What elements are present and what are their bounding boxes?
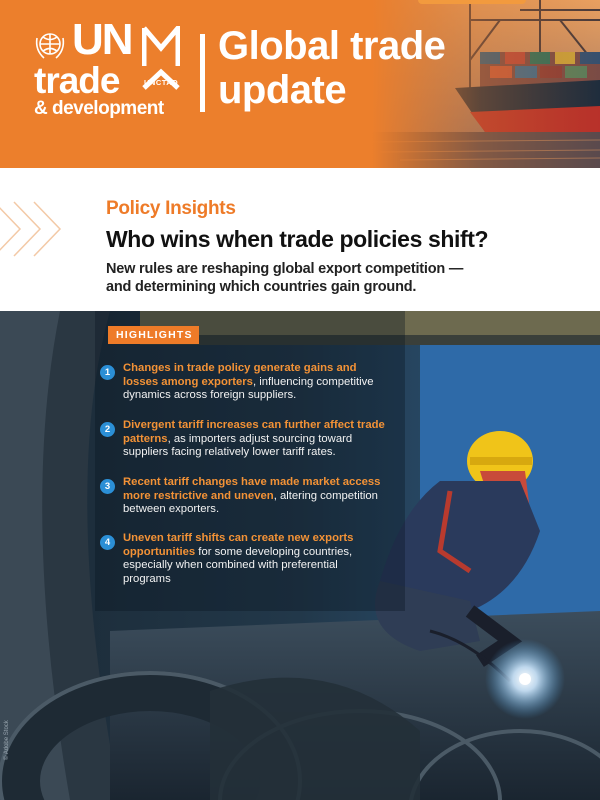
highlight-text [123,419,388,460]
number-badge: 2 [100,422,115,437]
page-title [218,24,445,112]
title-line-1: Global trade [218,24,446,68]
subhead-line-1: New rules are reshaping global export competition — [106,261,464,277]
highlight-rest: , altering competition between exporters. [123,489,378,515]
logo-trade-text: trade [34,60,120,101]
highlight-text [123,362,388,403]
subheadline [106,260,586,296]
section-label: Policy Insights [106,198,236,219]
logo-development-text: & development [34,98,164,119]
highlight-text [123,476,388,517]
highlight-rest: , as importers adjust sourcing toward suppliers facing relatively lower tariff rates. [123,432,353,458]
highlight-rest: , influencing competitive dynamics across foreign suppliers. [123,375,374,401]
highlight-strong: Uneven tariff shifts can create new exports opportunities [123,532,354,558]
subhead-line-2: and determining which countries gain ground. [106,279,417,295]
un-emblem-icon [32,28,68,64]
unctad-logo [32,15,182,124]
highlight-strong: Changes in trade policy generate gains and losses among exporters [123,362,357,388]
logo-un-text: UN [72,15,132,64]
highlight-text [123,532,388,586]
highlight-rest: for some developing countries, especially when combined with preferential programs [123,545,353,585]
header-divider [200,34,205,112]
logo-unctad-text: UNCTAD [144,78,179,87]
highlight-strong: Divergent tariff increases can further affect trade patterns [123,419,385,445]
headline: Who wins when trade policies shift? [106,226,489,252]
header-banner [0,0,600,168]
photo-credit: © Adobe Stock [4,720,10,760]
number-badge: 3 [100,479,115,494]
highlight-strong: Recent tariff changes have made market access more restrictive and uneven [123,476,381,502]
number-badge: 4 [100,535,115,550]
highlights-tag: HIGHLIGHTS [108,326,199,344]
chevrons-icon [0,196,80,262]
header-tab-accent [418,0,526,4]
title-line-2: update [218,68,347,112]
number-badge: 1 [100,365,115,380]
